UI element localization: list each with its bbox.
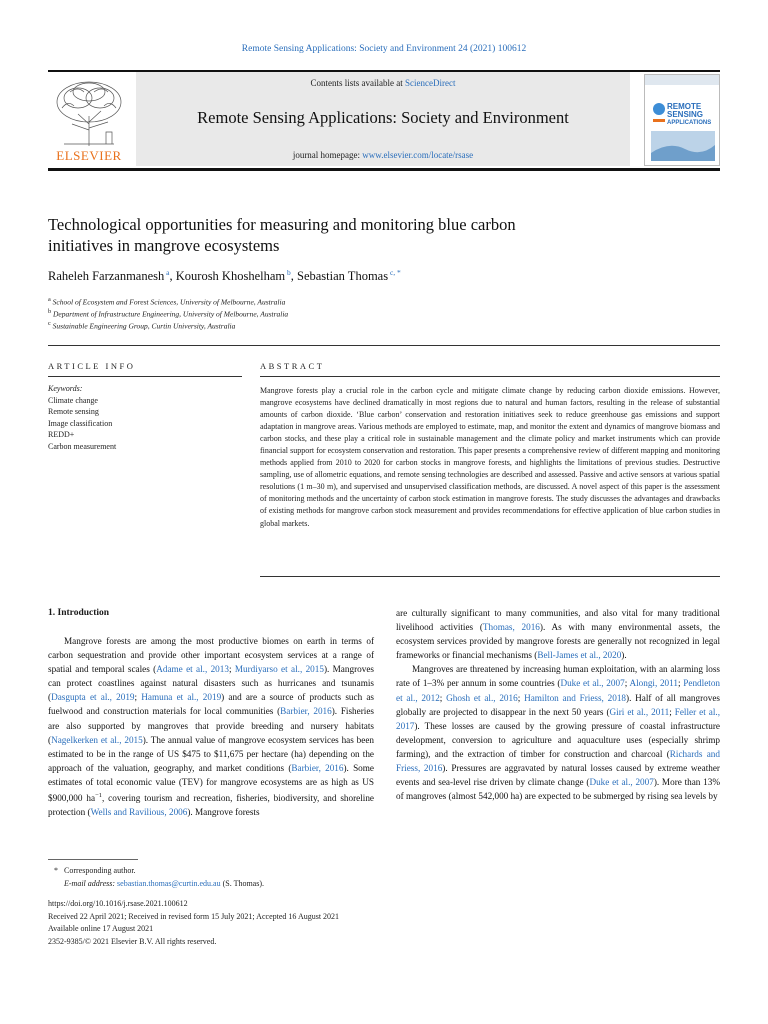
keyword: Carbon measurement (48, 441, 117, 451)
abstract-text: Mangrove forests play a crucial role in the carbon cycle and mitigate climate change by reducing carbon dioxide emissions. However, mangrove ecosystems have declined dramatically in most regions due to natural and human factors, resulting in the release of substantial amounts of carbon dioxide. ‘Blue carbon’ conservation and restoration initiatives seek to reduce greenhouse gas emissions and support adaptation in mangrove areas. Various methods are employed to estimate, map, and monitor the extent and dynamics of mangrove biomass and carbon stocks, and these play a critical role in sustainable management and the climate policy and market instruments which can provide financial support for ecosystem conservation and restoration. This paper presents a comprehensive review of different mapping and monitoring methods applied from 2010 to 2020 for carbon stocks in mangrove forests, and highlights the limitations of previous studies. Destructive sampling, use of allometric equations, and remote sensing technologies are described and assessed. Passive and active sensors at various spatial resolutions (1 m–30 m), and supervised and unsupervised classification methods, are discussed. A novel aspect of this paper is the assessment of monitoring methods and the uncertainty of carbon stock estimation in mangrove forests. The study discusses the advantages and drawbacks of existing methods for mangrove carbon stock measurement and provides recommendations for effective application of blue carbon studies in global markets. (260, 386, 720, 528)
citation-link[interactable]: Thomas, 2016 (482, 622, 540, 633)
body-text: Mangrove forests are among the most productive biomes on earth in terms of carbon sequestration and provide other important ecosystem services at a range of spatial and temporal scales ( (48, 636, 374, 675)
abstract-bottom-rule (260, 576, 720, 577)
banner-top-rule (48, 70, 720, 72)
elsevier-wordmark: ELSEVIER (56, 148, 122, 163)
body-text: ). Half of all mangroves globally are projected to disappear in the next 50 years ( (396, 692, 720, 717)
citation-link[interactable]: Bell-James et al., 2020 (537, 650, 622, 661)
body-text: ; (517, 692, 525, 703)
keywords-label: Keywords: (48, 384, 83, 393)
author-name: Raheleh Farzanmanesh (48, 269, 165, 284)
section-divider (48, 345, 720, 346)
body-text: ). Mangrove forests (187, 807, 260, 818)
affiliation-marker[interactable]: a (166, 268, 170, 277)
keyword: Climate change (48, 395, 98, 405)
corresponding-note: * Corresponding author. (54, 866, 136, 875)
citation-link[interactable]: Richards and Friess, 2016 (396, 748, 720, 774)
citation-link[interactable]: Ghosh et al., 2016 (446, 692, 518, 703)
superscript: −1 (95, 792, 102, 800)
body-text: Mangroves are threatened by increasing human exploitation, with an alarming loss rate of 1–3% per annum in some countries ( (396, 664, 720, 689)
keyword: REDD+ (48, 430, 75, 439)
author-list: Raheleh Farzanmanesh $^a$, Kourosh Khoshelham $^b$, Sebastian Thomas $^{c, *}$ (48, 268, 401, 284)
citation-link[interactable]: Hamilton and Friess, 2018 (524, 692, 627, 703)
body-paragraph (396, 662, 720, 803)
banner-center (136, 72, 630, 166)
keyword: Remote sensing (48, 407, 99, 416)
body-text: ). Fisheries are also supported by mangroves that provide breeding and nursery habitats ( (48, 706, 374, 745)
journal-banner (48, 72, 720, 166)
keyword: Image classification (48, 418, 113, 428)
body-text: ; (134, 692, 142, 703)
journal-homepage: journal homepage: www.elsevier.com/locate/rsase (292, 150, 474, 160)
abstract-rule (260, 376, 720, 377)
homepage-link[interactable]: www.elsevier.com/locate/rsase (362, 150, 474, 160)
email-note: E-mail address: sebastian.thomas@curtin.edu.au (S. Thomas). (64, 879, 264, 888)
right-column (396, 606, 720, 803)
paper-title: Technological opportunities for measuring and monitoring blue carbon initiatives in mangrove ecosystems (48, 215, 516, 255)
body-text: ). As with many environmental assets, the ecosystem services provided by mangrove forests are generally not recognized in legal frameworks or financial mechanisms ( (396, 622, 720, 661)
body-paragraph (396, 606, 720, 662)
journal-cover-thumbnail (644, 74, 720, 166)
left-column (48, 634, 374, 819)
body-text: , covering tourism and recreation, fisheries, biodiversity, and shoreline protection ( (48, 793, 375, 818)
body-text: ). Mangroves can protect coastlines against natural disasters such as hurricanes and tsunamis ( (48, 664, 374, 703)
citation-link[interactable]: Duke et al., 2007 (589, 777, 654, 788)
email-link[interactable]: sebastian.thomas@curtin.edu.au (117, 879, 221, 888)
body-text: ; (228, 664, 235, 675)
cover-title: REMOTE SENSING APPLICATIONS (667, 102, 712, 126)
author-name: Kourosh Khoshelham (175, 269, 286, 284)
sciencedirect-link[interactable]: ScienceDirect (405, 78, 456, 88)
journal-title: Remote Sensing Applications: Society and Environment (197, 108, 569, 127)
body-text: ). These losses are caused by the growing pressure of coastal infrastructure development, conversion to agriculture and aquaculture uses (especially shrimp farming), and the extraction of timber for construction and charcoal ( (396, 720, 720, 759)
elsevier-tree-logo (48, 78, 130, 166)
citation-link[interactable]: Pendleton et al., 2012 (396, 678, 721, 703)
citation-link[interactable]: Dasgupta et al., 2019 (51, 692, 135, 703)
body-text: ; (439, 692, 447, 703)
affiliation-marker[interactable]: b (287, 268, 291, 277)
affiliation: $^b$ Department of Infrastructure Engineering, University of Melbourne, Australia (48, 308, 289, 319)
copyright: 2352-9385/© 2021 Elsevier B.V. All rights reserved. (48, 937, 217, 946)
citation-link[interactable]: Alongi, 2011 (629, 678, 678, 689)
citation-link[interactable]: Duke et al., 2007 (560, 678, 625, 689)
contents-line: Contents lists available at ScienceDirect (310, 78, 456, 88)
body-text: are culturally significant to many communities, and also vital for many traditional livelihood activities ( (396, 608, 720, 633)
citation-link[interactable]: Adame et al., 2013 (156, 664, 229, 675)
citation-link[interactable]: Barbier, 2016 (291, 762, 344, 773)
citation-link[interactable]: Giri et al., 2011 (609, 706, 670, 717)
body-text: ; (624, 678, 630, 689)
citation-link[interactable]: Wells and Ravilious, 2006 (90, 807, 188, 818)
affiliation: $^c$ Sustainable Engineering Group, Curtin University, Australia (48, 320, 236, 331)
body-text: ; (669, 706, 675, 717)
affiliation: $^a$ School of Ecosystem and Forest Sciences, University of Melbourne, Australia (48, 296, 286, 307)
body-text: ). Pressures are aggravated by natural losses caused by extreme weather events and sea-level rise driven by climate change ( (396, 763, 720, 788)
citation-link[interactable]: Barbier, 2016 (280, 706, 332, 717)
article-info-heading: ARTICLE INFO (48, 361, 136, 371)
citation-link[interactable]: Feller et al., 2017 (396, 706, 720, 731)
footnote-rule (48, 859, 138, 860)
abstract-heading: ABSTRACT (260, 361, 325, 371)
journal-citation[interactable]: Remote Sensing Applications: Society and Environment 24 (2021) 100612 (241, 44, 527, 54)
citation-link[interactable]: Nagelkerken et al., 2015 (51, 734, 143, 745)
available-online: Available online 17 August 2021 (48, 924, 154, 933)
affiliation-marker[interactable]: c, * (389, 268, 401, 277)
body-text: ) and are a source of products such as fuelwood and construction materials for local communities ( (48, 692, 374, 717)
body-text: ). Some estimates of total economic value (TEV) for mangrove ecosystems are as high as US $900,000 ha (48, 762, 374, 804)
doi-link[interactable]: https://doi.org/10.1016/j.rsase.2021.100612 (48, 899, 188, 908)
section-heading-introduction: 1. Introduction (48, 608, 110, 618)
article-info-rule (48, 376, 242, 377)
body-text: ; (678, 678, 684, 689)
keywords-block (48, 383, 116, 452)
body-text: ). (621, 650, 627, 661)
body-text: ). The annual value of mangrove ecosystem services has been estimated to be in the range of US $475 to $11,675 per hectare (ha) depending on the approach of the valuation, geography, and market conditions ( (48, 734, 374, 773)
banner-bottom-rule (48, 168, 720, 171)
author-name: Sebastian Thomas (297, 269, 389, 284)
citation-link[interactable]: Hamuna et al., 2019 (141, 692, 222, 703)
citation-link[interactable]: Murdiyarso et al., 2015 (234, 664, 324, 675)
received-dates: Received 22 April 2021; Received in revised form 15 July 2021; Accepted 16 August 2021 (48, 912, 340, 921)
body-paragraph (48, 634, 374, 819)
body-text: ). More than 13% of mangroves (almost 542,000 ha) are expected to be submerged by rising sea levels by (396, 777, 720, 802)
